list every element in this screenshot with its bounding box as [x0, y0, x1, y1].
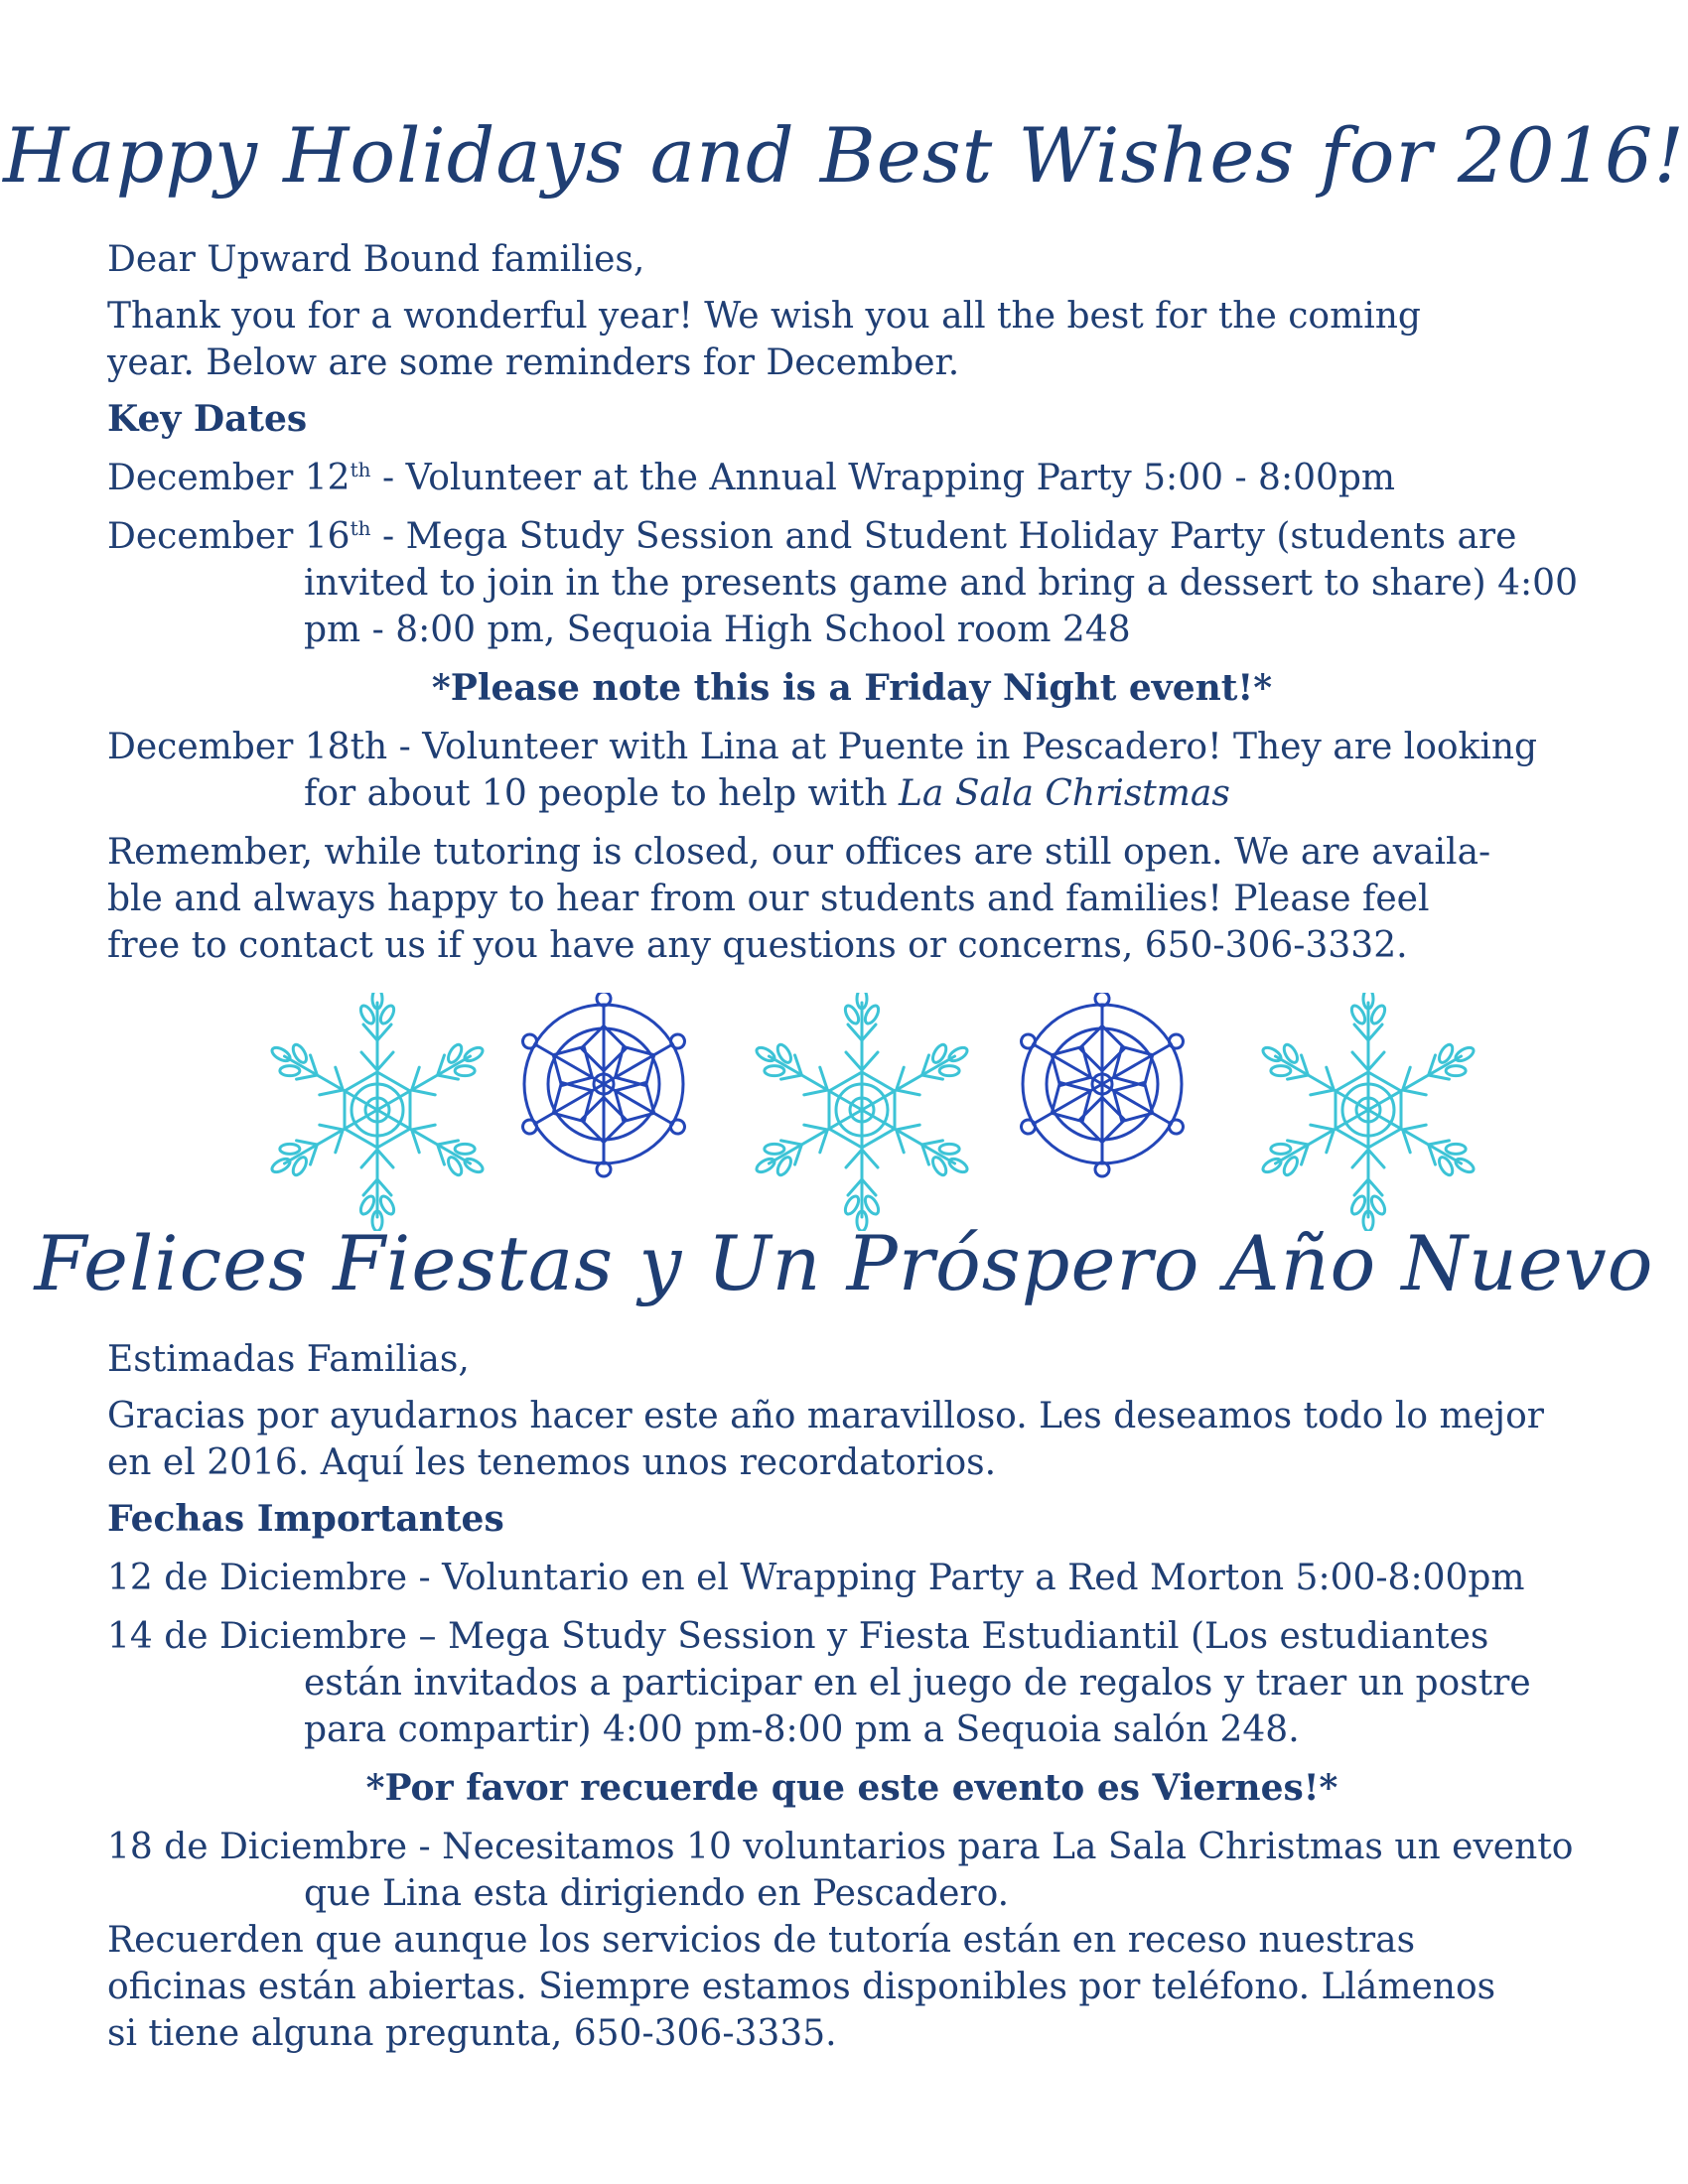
spanish-greeting: Estimadas Familias,	[107, 1339, 470, 1380]
spanish-title: Felices Fiestas y Un Próspero Año Nuevo	[34, 1219, 1654, 1307]
event-italic-name: La Sala Christmas	[899, 773, 1230, 814]
english-closing-line1: Remember, while tutoring is closed, our offices are still open. We are availa-	[107, 832, 1491, 873]
english-event-dec18	[107, 724, 1597, 817]
event-text: - Volunteer at the Annual Wrapping Party 5:00 - 8:00pm	[370, 458, 1396, 498]
english-closing-line2: ble and always happy to hear from our students and families! Please feel	[107, 879, 1430, 919]
english-key-dates-heading: Key Dates	[107, 398, 308, 440]
spanish-closing-line3: si tiene alguna pregunta, 650-306-3335.	[107, 2013, 837, 2054]
snowflake-row	[0, 993, 1688, 1231]
spanish-event-dec18: 18 de Diciembre - Necesitamos 10 voluntarios para La Sala Christmas un evento que Lina esta dirigiendo en Pescadero.	[107, 1827, 1574, 1914]
english-title: Happy Holidays and Best Wishes for 2016!	[3, 111, 1685, 200]
event-date-suffix: th	[350, 516, 371, 540]
event-text: December 18th - Volunteer with Lina at Puente in Pescadero! They are looking for about 10 people to help with	[107, 727, 1538, 814]
event-date: December 16	[107, 516, 351, 557]
event-date-suffix: th	[350, 458, 371, 481]
snowflake-icon	[1254, 993, 1483, 1231]
spanish-intro-line2: en el 2016. Aquí les tenemos unos recordatorios.	[107, 1442, 997, 1483]
spanish-friday-note: *Por favor recuerde que este evento es Viernes!*	[365, 1767, 1338, 1809]
spanish-intro-line1: Gracias por ayudarnos hacer este año maravilloso. Les deseamos todo lo mejor	[107, 1396, 1544, 1436]
snowflake-icon	[1011, 993, 1194, 1176]
english-greeting: Dear Upward Bound families,	[107, 239, 645, 280]
event-text: - Mega Study Session and Student Holiday Party (students are invited to join in the presents game and bring a dessert to share) 4:00 pm - 8:00 pm, Sequoia High School room 248	[304, 516, 1578, 650]
snowflake-icon	[512, 993, 695, 1176]
english-intro-line1: Thank you for a wonderful year! We wish you all the best for the coming	[107, 296, 1421, 337]
spanish-closing-line1: Recuerden que aunque los servicios de tutoría están en receso nuestras	[107, 1920, 1416, 1961]
snowflake-icon	[748, 993, 977, 1231]
spanish-event-dec14: 14 de Diciembre – Mega Study Session y Fiesta Estudiantil (Los estudiantes están invitados a participar en el juego de regalos y traer un postre para compartir) 4:00 pm-8:00 pm a Sequoia salón 248.	[107, 1616, 1531, 1750]
english-event-dec16	[107, 513, 1597, 653]
english-event-dec12	[107, 455, 1597, 501]
spanish-event-dec12: 12 de Diciembre - Voluntario en el Wrapping Party a Red Morton 5:00-8:00pm	[107, 1558, 1525, 1598]
english-intro-line2: year. Below are some reminders for December.	[107, 342, 960, 383]
spanish-key-dates-heading: Fechas Importantes	[107, 1498, 504, 1540]
english-section	[107, 236, 1597, 969]
english-friday-note: *Please note this is a Friday Night event!*	[431, 667, 1273, 709]
spanish-closing-line2: oficinas están abiertas. Siempre estamos disponibles por teléfono. Llámenos	[107, 1967, 1496, 2007]
snowflake-icon	[263, 993, 492, 1231]
english-closing-line3: free to contact us if you have any questions or concerns, 650-306-3332.	[107, 925, 1408, 966]
event-date: December 12	[107, 458, 351, 498]
spanish-section	[107, 1336, 1597, 2057]
